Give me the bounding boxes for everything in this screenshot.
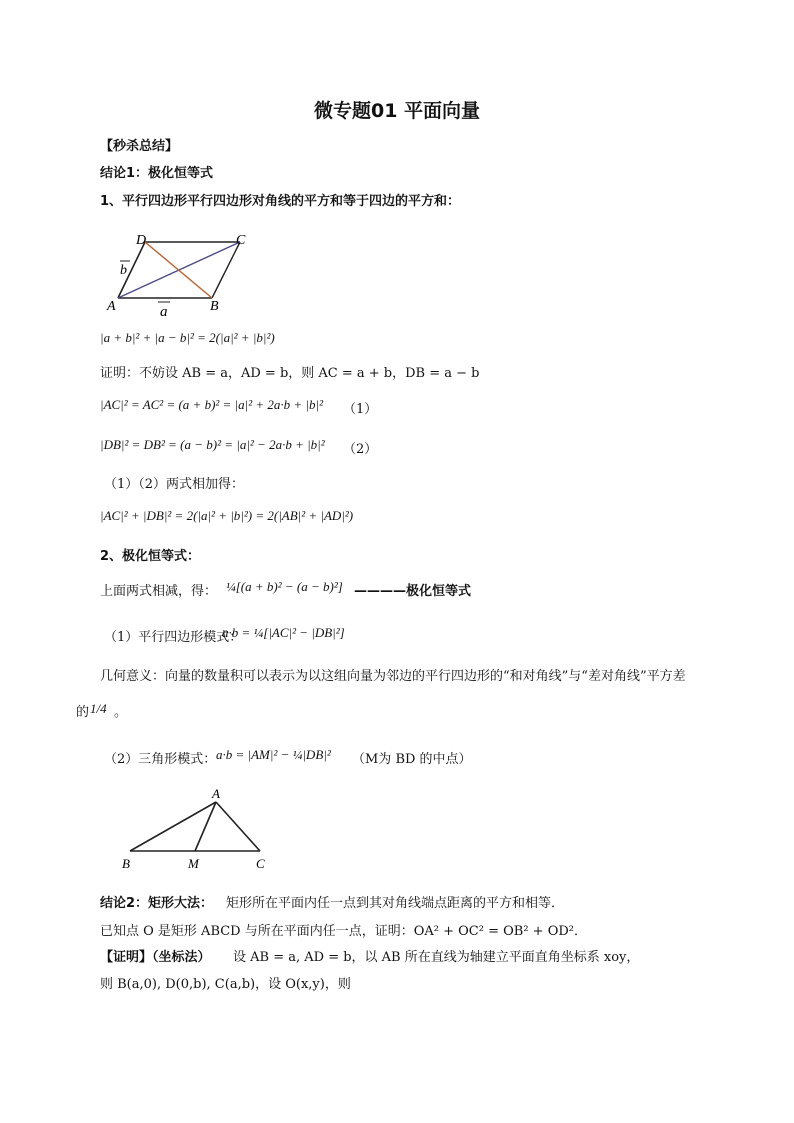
geometric-meaning-suffix: 。 (114, 705, 128, 720)
subtract-prefix: 上面两式相减，得： (100, 584, 218, 599)
mode-1-label: （1）平行四边形模式： (104, 630, 243, 645)
label-b: B (210, 299, 219, 314)
equation-2: |DB|² = DB² = (a − b)² = |a|² − 2a·b + |b|² (100, 437, 325, 452)
conclusion-2-text: 矩形所在平面内任一点到其对角线端点距离的平方和相等． (226, 896, 565, 911)
mode-1-formula: a·b = ¼[|AC|² − |DB|²] (222, 625, 345, 640)
proof-label: 【证明】（坐标法） (100, 950, 211, 965)
geometric-meaning-fraction: 1/4 (90, 701, 107, 716)
page-title: 微专题01 平面向量 (313, 100, 481, 122)
proof-text: 设 AB = a, AD = b，以 AB 所在直线为轴建立平面直角坐标系 xoy， (233, 950, 640, 965)
mode-2-label: （2）三角形模式： (104, 752, 217, 767)
side-ba (130, 802, 216, 851)
equation-1: |AC|² = AC² = (a + b)² = |a|² + 2a·b + |b|² (100, 397, 323, 412)
geometric-meaning-line: 几何意义：向量的数量积可以表示为以这组向量为邻边的平行四边形的“和对角线”与“差对角线”平方差 (100, 669, 686, 684)
median-am (195, 802, 216, 851)
mode-2-note: （M为 BD 的中点） (352, 752, 472, 767)
mode-2-formula: a·b = |AM|² − ¼|DB|² (216, 747, 331, 762)
side-cb (212, 242, 240, 298)
known-line: 已知点 O 是矩形 ABCD 与所在平面内任一点，证明：OA² + OC² = OB² + OD²． (100, 924, 587, 939)
formula-main: |a + b|² + |a − b|² = 2(|a|² + |b|²) (100, 330, 275, 345)
label-m: M (188, 856, 199, 871)
subtract-formula: ¼[(a + b)² − (a − b)²] (226, 579, 343, 594)
add-line: （1）（2）两式相加得： (104, 477, 245, 492)
section-header: 【秒杀总结】 (100, 139, 179, 154)
label-c: C (256, 856, 265, 871)
equation-2-tag: （2） (343, 442, 378, 457)
label-a: A (212, 786, 220, 801)
parallelogram-figure (100, 228, 270, 320)
geometric-meaning-prefix: 的 (76, 705, 90, 720)
proof-setup: 证明：不妨设 AB = a，AD = b，则 AC = a + b，DB = a − b (100, 366, 480, 381)
label-b: B (122, 856, 130, 871)
vector-a-label: a (160, 304, 168, 320)
triangle-figure (110, 784, 280, 876)
side-ac (216, 802, 260, 851)
conclusion-2-label: 结论2：矩形大法： (100, 896, 214, 911)
subtract-suffix: ————极化恒等式 (354, 584, 472, 599)
equation-1-tag: （1） (343, 402, 378, 417)
item-1-heading: 1、平行四边形平行四边形对角线的平方和等于四边的平方和： (100, 194, 461, 209)
label-d: D (136, 233, 147, 248)
equation-sum: |AC|² + |DB|² = 2(|a|² + |b|²) = 2(|AB|² + |AD|²) (100, 508, 354, 523)
diagonal-db (145, 242, 212, 298)
conclusion-1-heading: 结论1：极化恒等式 (100, 166, 214, 181)
label-a: A (107, 299, 116, 314)
vector-b-label: b (120, 263, 127, 278)
label-c: C (236, 233, 246, 248)
coordinates-line: 则 B(a,0), D(0,b), C(a,b)，设 O(x,y)，则 (100, 977, 351, 992)
item-2-heading: 2、极化恒等式： (100, 549, 201, 564)
